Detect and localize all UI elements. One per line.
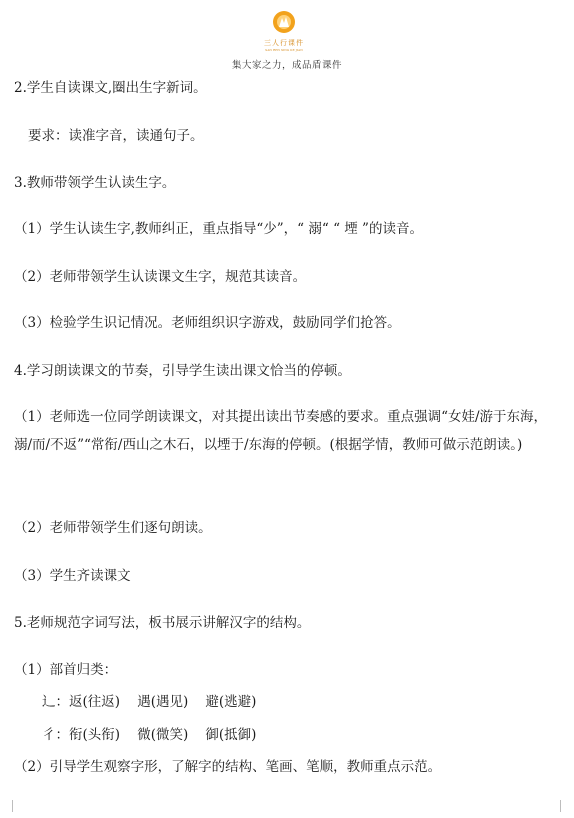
step-3-item-1: （1）学生认读生字,教师纠正，重点指导“少”，“ 溺“ “ 堙 ”的读音。 <box>14 221 423 237</box>
step-3-item-3: （3）检验学生识记情况。老师组织识字游戏，鼓励同学们抢答。 <box>14 315 401 331</box>
header-tagline: 集大家之力，成品盾课件 <box>231 60 342 71</box>
page-corner-mark-right <box>560 800 567 812</box>
logo-brand-text: 三人行课件 <box>264 39 304 47</box>
step-4-heading: 4.学习朗读课文的节奏，引导学生读出课文恰当的停顿。 <box>14 363 351 379</box>
step-4-item-2: （2）老师带领学生们逐句朗读。 <box>14 520 212 536</box>
step-2-requirement: 要求：读准字音，读通句子。 <box>28 128 204 144</box>
step-4-item-1: （1）老师选一位同学朗读课文，对其提出读出节奏感的要求。重点强调“女娃/游于东海，溺/而/不返”“常衔/西山之木石，以堙于/东海的停顿。(根据学情，教师可做示范朗读。) <box>14 409 548 453</box>
step-5-item-2: （2）引导学生观察字形，了解字的结构、笔画、笔顺，教师重点示范。 <box>14 759 442 775</box>
radical-group-chuo: 辶：返(往返) 遇(遇见) 避(逃避) <box>42 694 257 710</box>
logo-emblem-icon <box>272 10 296 36</box>
step-4-item-3: （3）学生齐读课文 <box>14 568 131 584</box>
step-2-heading: 2.学生自读课文,圈出生字新词。 <box>14 80 207 96</box>
step-5-item-1: （1）部首归类： <box>14 662 118 678</box>
radical-group-chi: 彳：衔(头衔) 微(微笑) 御(抵御) <box>42 727 257 743</box>
step-3-heading: 3.教师带领学生认读生字。 <box>14 175 176 191</box>
page-corner-mark-left <box>6 800 13 812</box>
brand-logo <box>262 10 306 54</box>
logo-subtitle-text: SAN REN XING KE JIAN <box>265 48 303 52</box>
step-3-item-2: （2）老师带领学生认读课文生字，规范其读音。 <box>14 269 307 285</box>
step-5-heading: 5.老师规范字词写法，板书展示讲解汉字的结构。 <box>14 615 311 631</box>
